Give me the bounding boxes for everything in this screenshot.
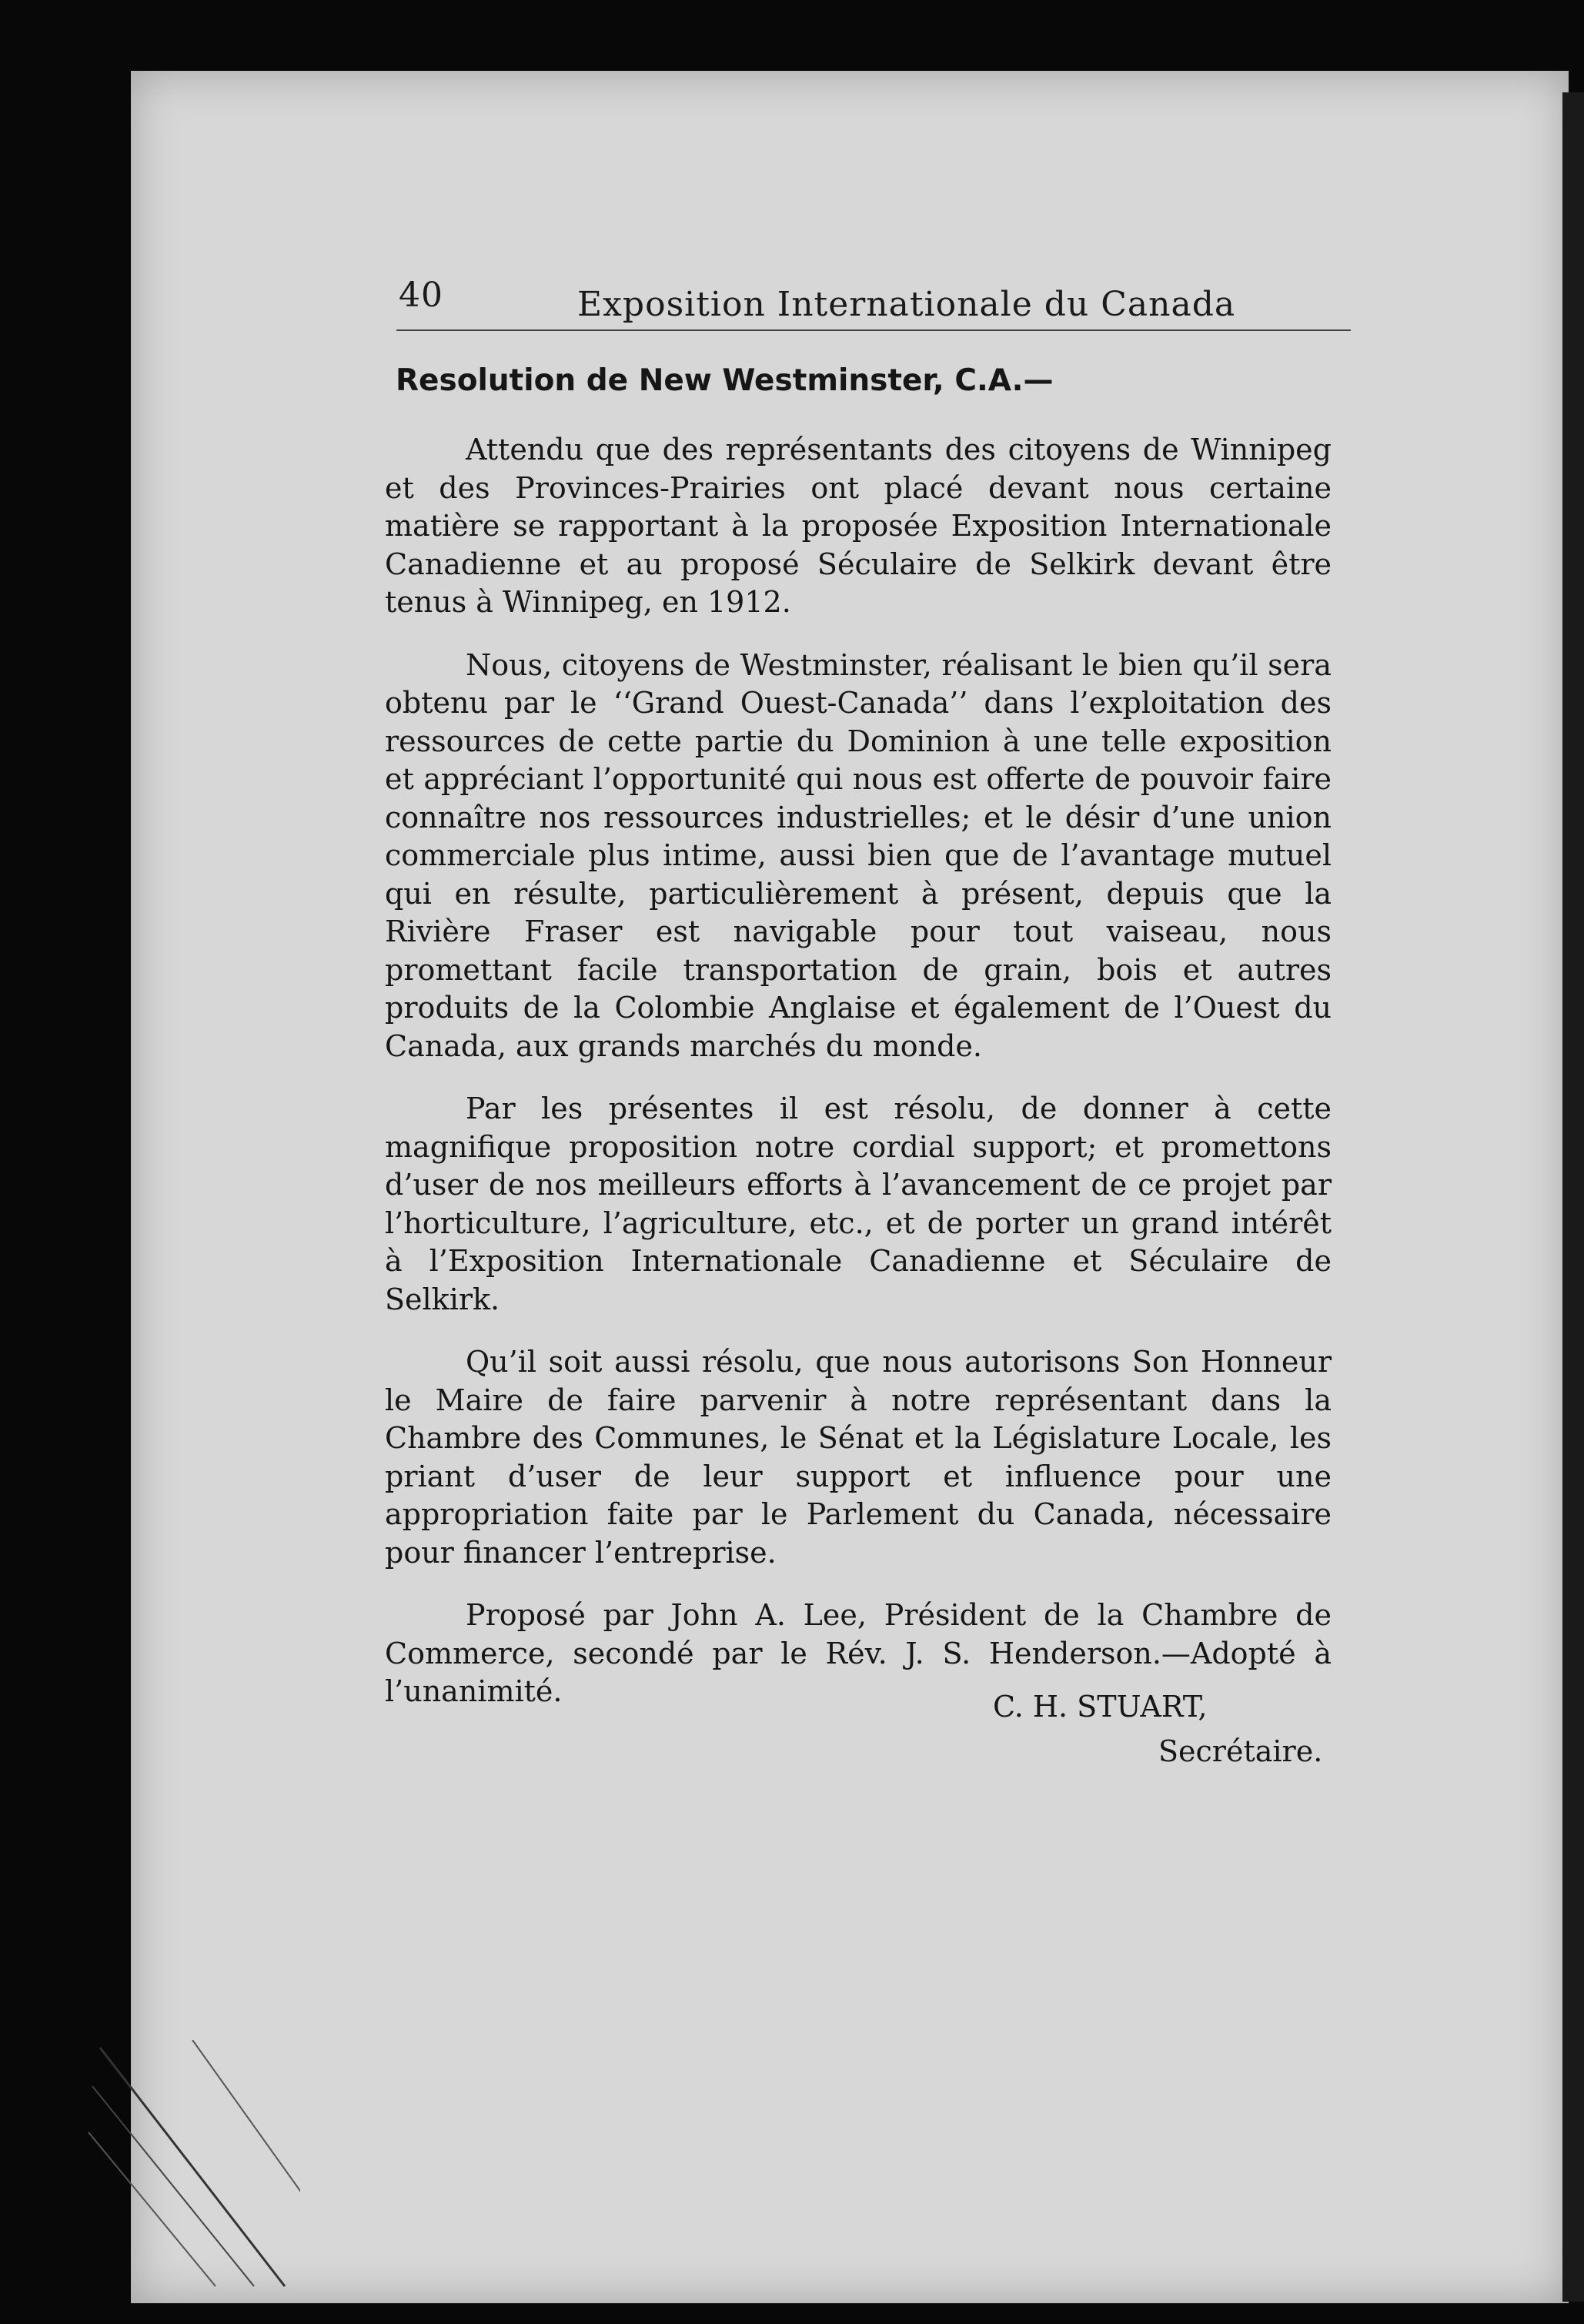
paragraph: Qu’il soit aussi résolu, que nous autorisons Son Honneur le Maire de faire parvenir à notre représentant dans la Chambre des Communes, le Sénat et la Législature Locale, les priant d’user de leur support et influence pour une appropriation faite par le Parlement du Canada, nécessaire pour financer l’entreprise.: [385, 1345, 1332, 1570]
page-header: [393, 276, 1347, 329]
page-number: 40: [399, 276, 443, 315]
page-edge-shadow: [1562, 92, 1584, 2302]
signatory-name: C. H. STUART,: [993, 1690, 1208, 1724]
paragraph: Attendu que des représentants des citoyens de Winnipeg et des Provinces-Prairies ont placé devant nous certaine matière se rapportant à la proposée Exposition Internationale Canadienne et au proposé Séculaire de Selkirk devant être tenus à Winnipeg, en 1912.: [385, 433, 1332, 619]
header-rule: [396, 329, 1351, 331]
signatory-title: Secrétaire.: [1158, 1734, 1323, 1768]
paragraph: Proposé par John A. Lee, Président de la Chambre de Commerce, secondé par le Rév. J. S. Henderson.—Adopté à l’unanimité.: [385, 1598, 1332, 1708]
section-title: Resolution de New Westminster, C.A.—: [396, 363, 1054, 398]
torn-corner-marks: [85, 2040, 300, 2294]
document-body: [385, 362, 1332, 1736]
signature-block: [993, 1684, 1322, 1774]
paragraph: Nous, citoyens de Westminster, réalisant le bien qu’il sera obtenu par le ‘‘Grand Ouest-Canada’’ dans l’exploitation des ressources de cette partie du Dominion à une telle exposition et appréciant l’opportunité qui nous est offerte de pouvoir faire connaître nos ressources industrielles; et le désir d’une union commerciale plus intime, aussi bien que de l’avantage mutuel qui en résulte, particulièrement à présent, depuis que la Rivière Fraser est navigable pour tout vaiseau, nous promettant facile transportation de grain, bois et autres produits de la Colombie Anglaise et également de l’Ouest du Canada, aux grands marchés du monde.: [385, 647, 1332, 1063]
running-title: Exposition Internationale du Canada: [577, 285, 1236, 324]
paragraph: Par les présentes il est résolu, de donner à cette magnifique proposition notre cordial support; et promettons d’user de nos meilleurs efforts à l’avancement de ce projet par l’horticulture, l’agriculture, etc., et de porter un grand intérêt à l’Exposition Internationale Canadienne et Séculaire de Selkirk.: [385, 1092, 1332, 1316]
